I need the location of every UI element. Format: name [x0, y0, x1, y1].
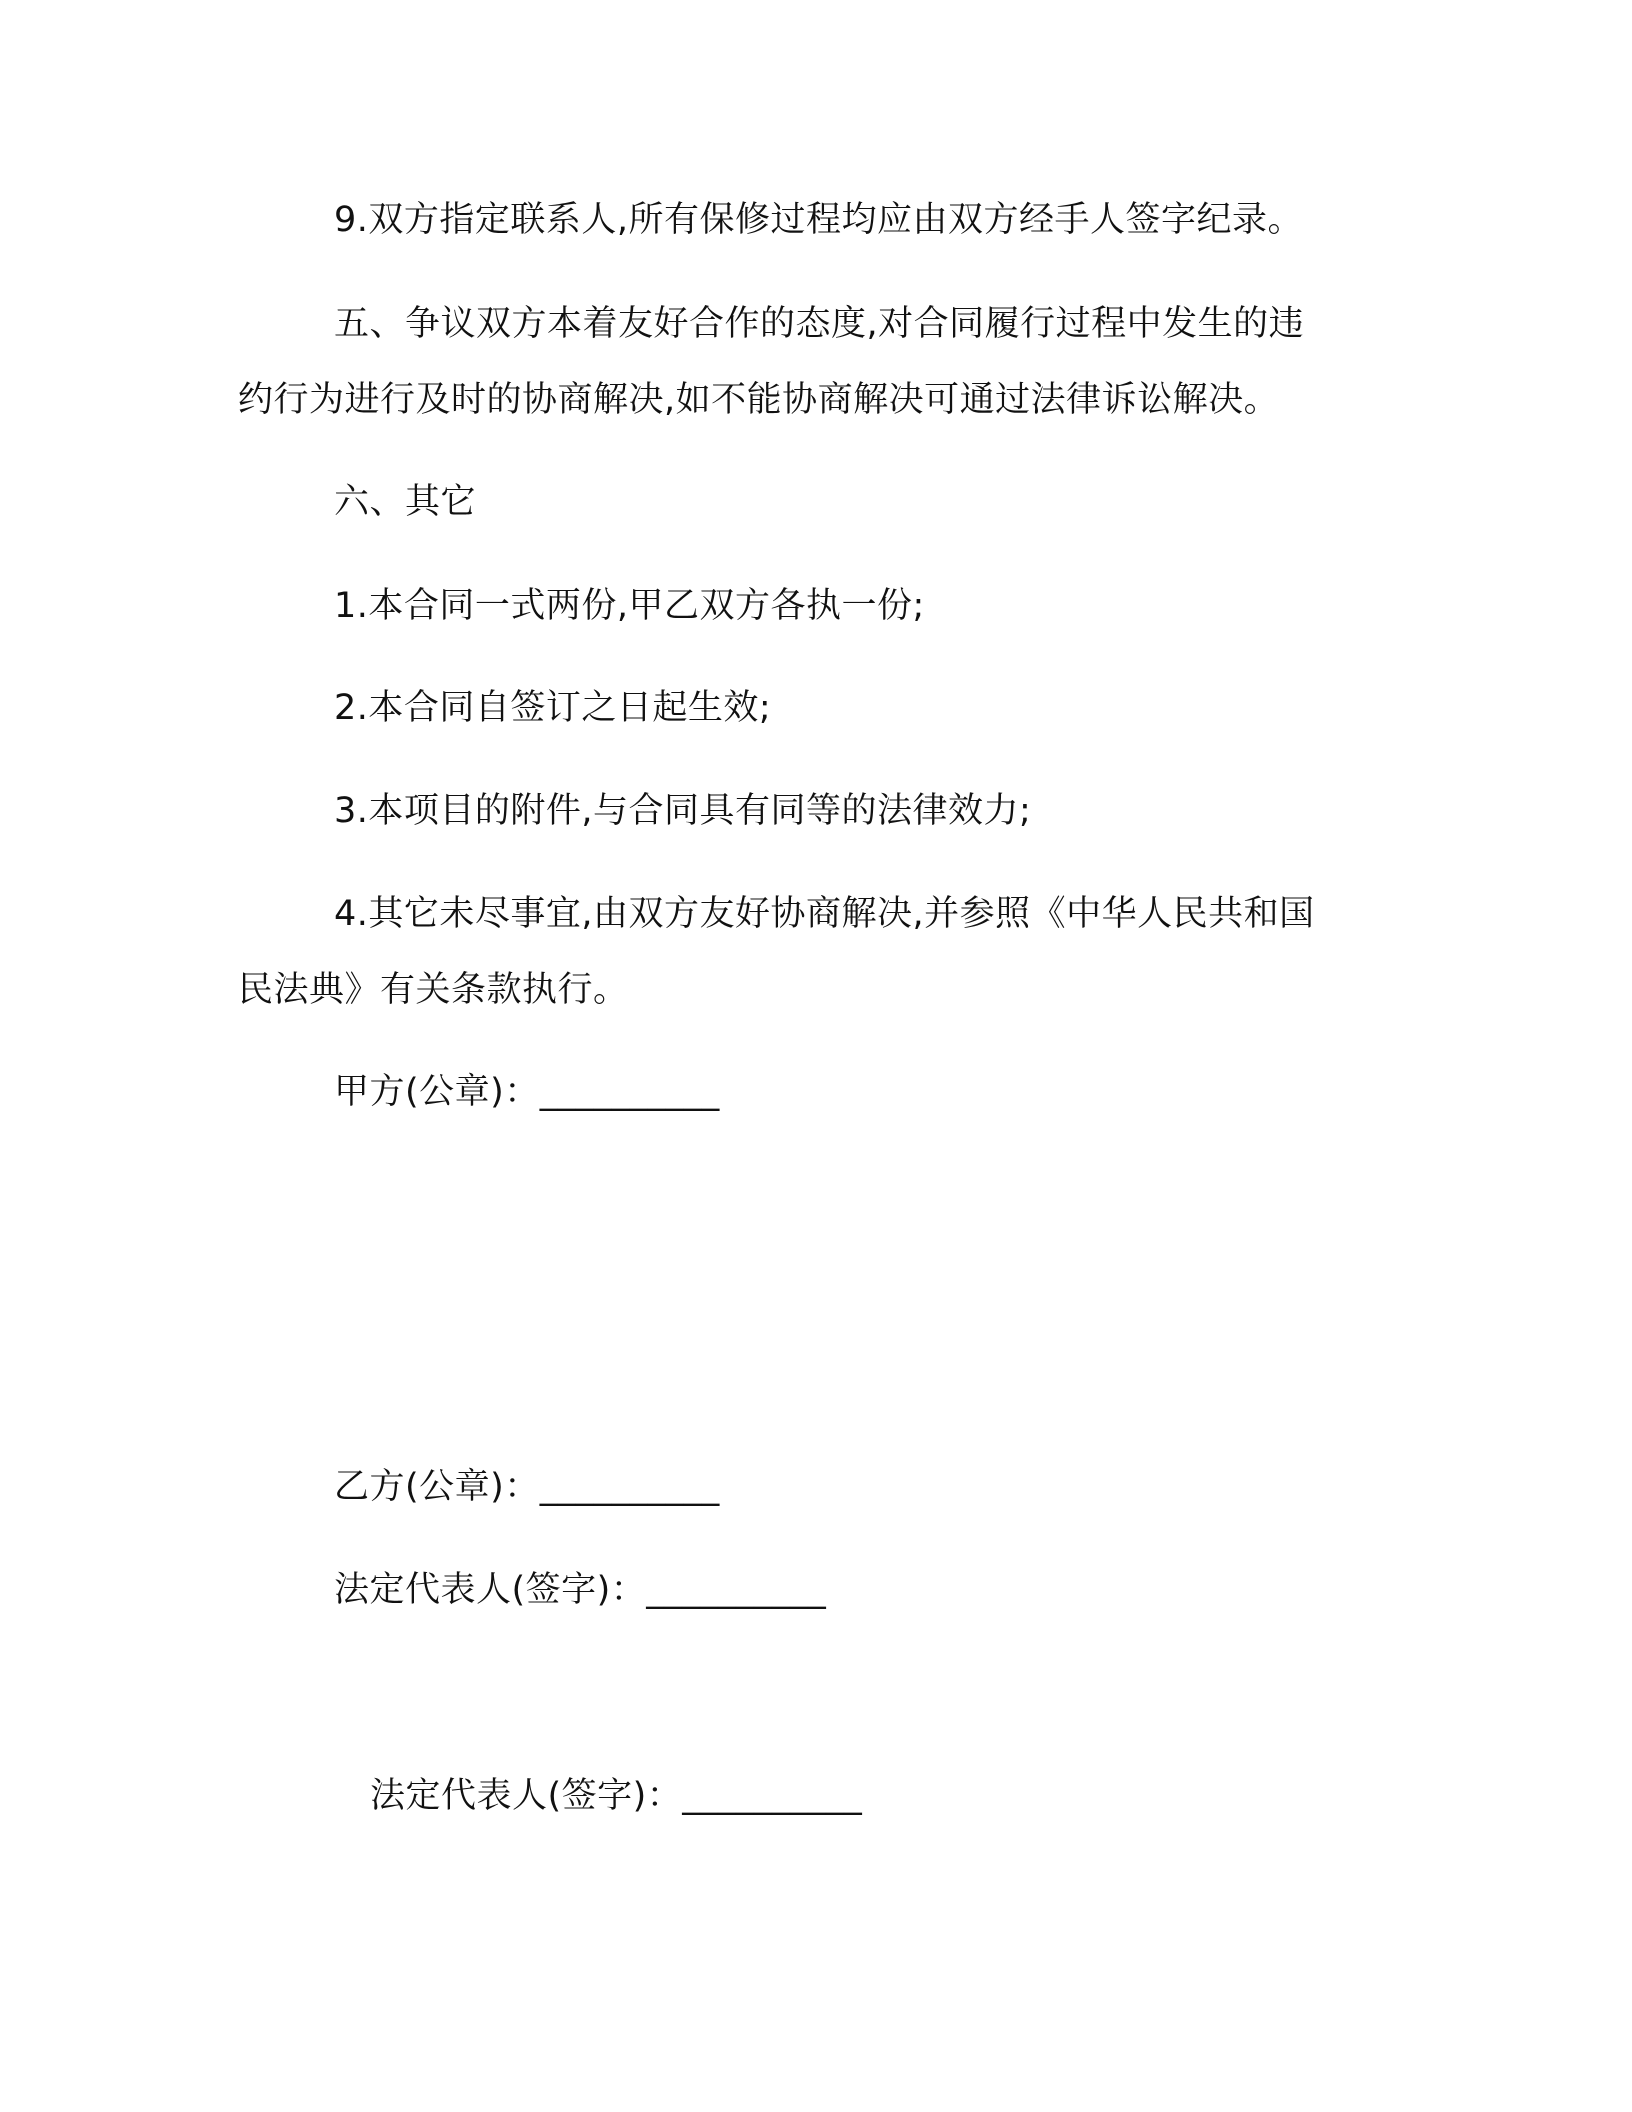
item-4-line-1: 4.其它未尽事宜,由双方友好协商解决,并参照《中华人民共和国	[334, 894, 1315, 934]
item-2: 2.本合同自签订之日起生效;	[334, 688, 772, 728]
party-b-seal: 乙方(公章)：__________	[334, 1467, 720, 1507]
section-5-line-1: 五、争议双方本着友好合作的态度,对合同履行过程中发生的违	[334, 304, 1305, 344]
item-3: 3.本项目的附件,与合同具有同等的法律效力;	[334, 791, 1032, 831]
legal-representative-signature-1: 法定代表人(签字)：__________	[334, 1570, 827, 1610]
item-4-line-2: 民法典》有关条款执行。	[238, 970, 629, 1010]
party-a-seal: 甲方(公章)：__________	[334, 1072, 720, 1112]
item-1: 1.本合同一式两份,甲乙双方各执一份;	[334, 586, 925, 626]
section-5-line-2: 约行为进行及时的协商解决,如不能协商解决可通过法律诉讼解决。	[238, 380, 1280, 420]
clause-9: 9.双方指定联系人,所有保修过程均应由双方经手人签字纪录。	[334, 200, 1304, 240]
section-6-heading: 六、其它	[334, 482, 477, 522]
legal-representative-signature-2: 法定代表人(签字)：__________	[370, 1776, 863, 1816]
